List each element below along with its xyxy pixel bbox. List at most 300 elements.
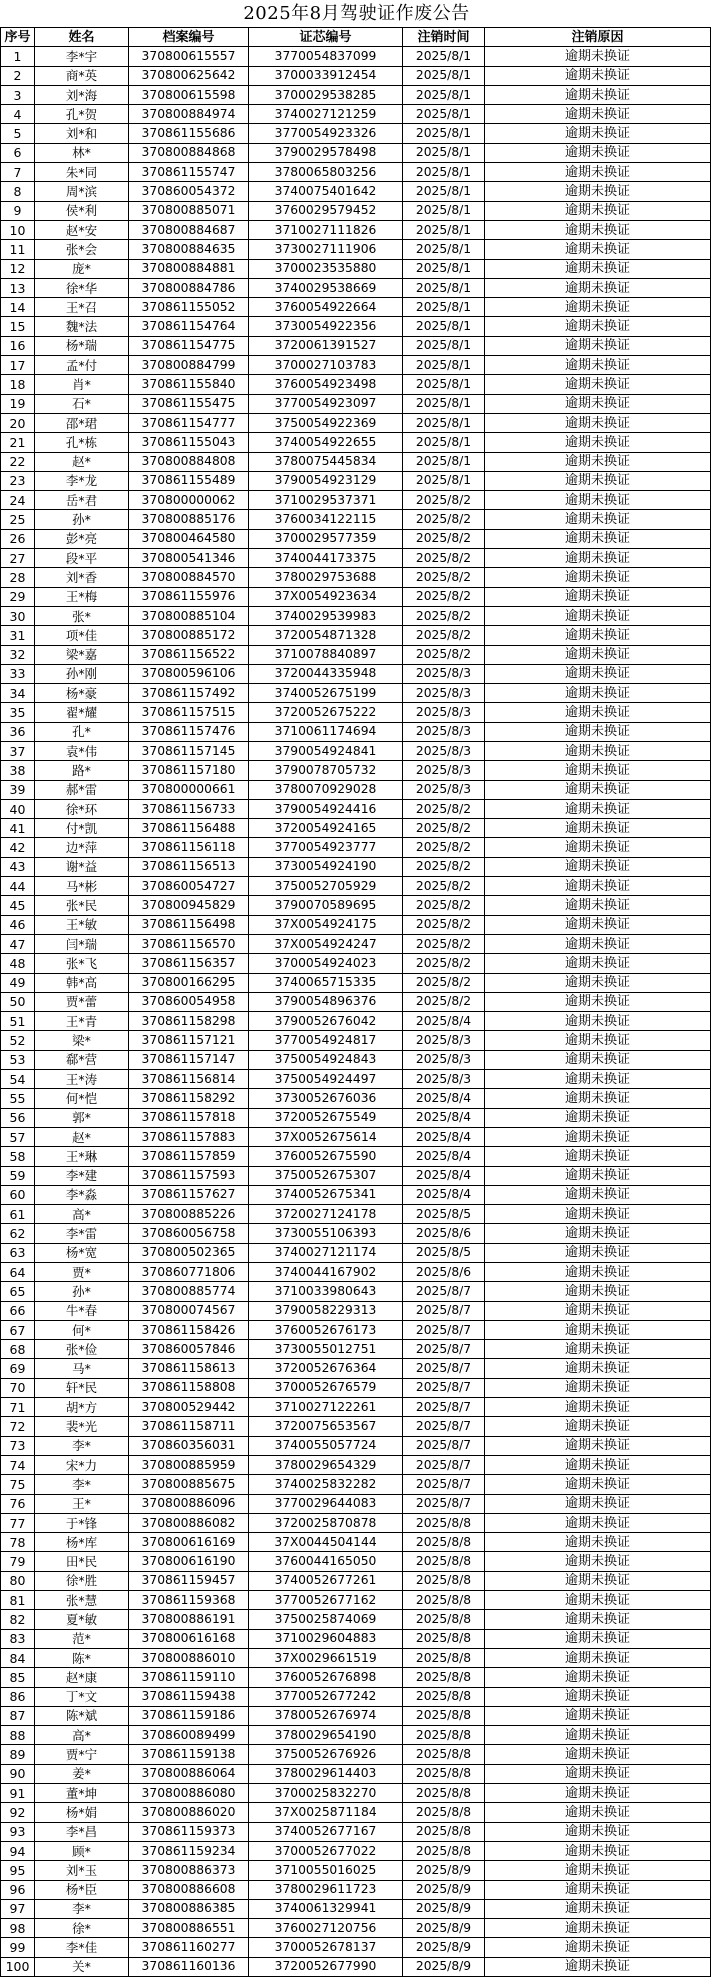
cell-cancel-reason: 逾期未换证 [485,1764,711,1783]
cell-name: 梁*嘉 [35,645,129,664]
cell-cancel-reason: 逾期未换证 [485,1166,711,1185]
cell-file-number: 370800886082 [129,1513,249,1532]
cancellation-table [0,27,711,1977]
cell-cancel-date: 2025/8/2 [403,838,485,857]
cell-file-number: 370800886373 [129,1861,249,1880]
cell-index: 88 [1,1726,35,1745]
cell-cancel-reason: 逾期未换证 [485,220,711,239]
cell-index: 40 [1,799,35,818]
cell-cancel-date: 2025/8/2 [403,877,485,896]
cell-cancel-date: 2025/8/8 [403,1841,485,1860]
table-row [1,1764,711,1783]
cell-cancel-date: 2025/8/1 [403,85,485,104]
cell-cancel-date: 2025/8/7 [403,1398,485,1417]
cell-index: 96 [1,1880,35,1899]
cell-file-number: 370861157818 [129,1108,249,1127]
cell-chip-number: 3740029538669 [249,278,403,297]
cell-file-number: 370861154764 [129,317,249,336]
cell-cancel-reason: 逾期未换证 [485,934,711,953]
cell-cancel-date: 2025/8/1 [403,471,485,490]
cell-cancel-reason: 逾期未换证 [485,85,711,104]
cell-name: 郝*雷 [35,780,129,799]
cell-name: 孟*付 [35,356,129,375]
table-row [1,1726,711,1745]
cell-name: 翟*耀 [35,703,129,722]
cell-cancel-date: 2025/8/7 [403,1340,485,1359]
cell-index: 6 [1,143,35,162]
cell-cancel-reason: 逾期未换证 [485,1687,711,1706]
cell-index: 8 [1,182,35,201]
cell-chip-number: 37X0025871184 [249,1803,403,1822]
cell-chip-number: 3720025870878 [249,1513,403,1532]
cell-index: 12 [1,259,35,278]
cell-index: 1 [1,47,35,66]
cell-cancel-reason: 逾期未换证 [485,1533,711,1552]
cell-cancel-reason: 逾期未换证 [485,1648,711,1667]
cell-index: 65 [1,1282,35,1301]
table-row [1,1880,711,1899]
cell-index: 25 [1,510,35,529]
cell-file-number: 370800529442 [129,1398,249,1417]
cell-index: 50 [1,992,35,1011]
cell-chip-number: 3780070929028 [249,780,403,799]
cell-index: 46 [1,915,35,934]
cell-name: 张* [35,606,129,625]
cell-name: 李* [35,1475,129,1494]
cell-file-number: 370861155043 [129,433,249,452]
table-row [1,124,711,143]
cell-index: 89 [1,1745,35,1764]
table-row [1,491,711,510]
cell-chip-number: 3780029753688 [249,568,403,587]
cell-cancel-reason: 逾期未换证 [485,703,711,722]
cell-chip-number: 3750052705929 [249,877,403,896]
cell-index: 55 [1,1089,35,1108]
cell-name: 赵* [35,452,129,471]
cell-chip-number: 3750054924843 [249,1050,403,1069]
table-row [1,471,711,490]
cell-cancel-reason: 逾期未换证 [485,1899,711,1918]
cell-name: 徐*华 [35,278,129,297]
table-row [1,1436,711,1455]
cell-chip-number: 3700025832270 [249,1784,403,1803]
cell-chip-number: 3770054924817 [249,1031,403,1050]
table-row [1,85,711,104]
cell-index: 98 [1,1919,35,1938]
table-row [1,1861,711,1880]
cell-chip-number: 3760054922664 [249,298,403,317]
cell-cancel-date: 2025/8/8 [403,1610,485,1629]
cell-cancel-reason: 逾期未换证 [485,606,711,625]
cell-cancel-reason: 逾期未换证 [485,780,711,799]
cell-name: 石* [35,394,129,413]
cell-file-number: 370861157515 [129,703,249,722]
cell-index: 2 [1,66,35,85]
table-row [1,220,711,239]
cell-chip-number: 3730027111906 [249,240,403,259]
cell-chip-number: 3760052676173 [249,1320,403,1339]
cell-chip-number: 3740054922655 [249,433,403,452]
cell-cancel-reason: 逾期未换证 [485,413,711,432]
cell-name: 于*锋 [35,1513,129,1532]
cell-name: 李* [35,1436,129,1455]
cell-index: 67 [1,1320,35,1339]
cell-cancel-reason: 逾期未换证 [485,1745,711,1764]
cell-chip-number: 3740075401642 [249,182,403,201]
cell-index: 78 [1,1533,35,1552]
cell-cancel-reason: 逾期未换证 [485,1861,711,1880]
table-row [1,1320,711,1339]
cell-index: 41 [1,819,35,838]
cell-cancel-date: 2025/8/2 [403,896,485,915]
cell-cancel-date: 2025/8/2 [403,606,485,625]
cell-cancel-date: 2025/8/4 [403,1185,485,1204]
table-row [1,356,711,375]
table-row [1,1455,711,1474]
cell-chip-number: 3740052675199 [249,684,403,703]
cell-name: 林* [35,143,129,162]
table-row [1,413,711,432]
table-row [1,1205,711,1224]
cell-chip-number: 3720054871328 [249,626,403,645]
table-row [1,1648,711,1667]
cell-index: 4 [1,105,35,124]
cell-file-number: 370800885675 [129,1475,249,1494]
cell-cancel-reason: 逾期未换证 [485,973,711,992]
cell-name: 胡*方 [35,1398,129,1417]
table-row [1,1398,711,1417]
cell-cancel-reason: 逾期未换证 [485,1706,711,1725]
table-row [1,394,711,413]
cell-cancel-reason: 逾期未换证 [485,1610,711,1629]
cell-chip-number: 3790054924416 [249,799,403,818]
cell-file-number: 370861157627 [129,1185,249,1204]
table-row [1,1417,711,1436]
cell-file-number: 370800885176 [129,510,249,529]
cell-chip-number: 3750054922369 [249,413,403,432]
cell-chip-number: 3760052676898 [249,1668,403,1687]
cell-index: 49 [1,973,35,992]
cell-index: 20 [1,413,35,432]
cell-cancel-date: 2025/8/1 [403,298,485,317]
cell-cancel-date: 2025/8/4 [403,1089,485,1108]
cell-chip-number: 3710027111826 [249,220,403,239]
cell-index: 75 [1,1475,35,1494]
cell-cancel-date: 2025/8/1 [403,47,485,66]
cell-cancel-reason: 逾期未换证 [485,510,711,529]
cell-chip-number: 3790070589695 [249,896,403,915]
cell-cancel-date: 2025/8/6 [403,1224,485,1243]
cell-file-number: 370800885104 [129,606,249,625]
cell-index: 47 [1,934,35,953]
cell-name: 周*滨 [35,182,129,201]
cell-index: 30 [1,606,35,625]
cell-cancel-date: 2025/8/7 [403,1417,485,1436]
table-row [1,819,711,838]
cell-index: 19 [1,394,35,413]
cell-cancel-reason: 逾期未换证 [485,587,711,606]
cell-file-number: 370861159457 [129,1571,249,1590]
cell-cancel-reason: 逾期未换证 [485,1591,711,1610]
table-row [1,1185,711,1204]
cell-index: 73 [1,1436,35,1455]
cell-file-number: 370800596106 [129,664,249,683]
cell-index: 90 [1,1764,35,1783]
cell-file-number: 370861157593 [129,1166,249,1185]
cell-chip-number: 37X0054923634 [249,587,403,606]
cell-chip-number: 37X0052675614 [249,1127,403,1146]
table-row [1,1668,711,1687]
cell-cancel-date: 2025/8/8 [403,1803,485,1822]
cell-cancel-date: 2025/8/7 [403,1475,485,1494]
cell-index: 14 [1,298,35,317]
cell-chip-number: 3780065803256 [249,163,403,182]
cell-index: 53 [1,1050,35,1069]
cell-name: 徐*环 [35,799,129,818]
cell-chip-number: 3780029654329 [249,1455,403,1474]
cell-cancel-reason: 逾期未换证 [485,1475,711,1494]
cell-cancel-date: 2025/8/7 [403,1436,485,1455]
cell-file-number: 370800886551 [129,1919,249,1938]
cell-cancel-reason: 逾期未换证 [485,143,711,162]
cell-cancel-reason: 逾期未换证 [485,278,711,297]
table-row [1,163,711,182]
cell-index: 60 [1,1185,35,1204]
cell-cancel-date: 2025/8/2 [403,587,485,606]
cell-index: 45 [1,896,35,915]
cell-file-number: 370861159373 [129,1822,249,1841]
table-row [1,1070,711,1089]
cell-chip-number: 3720052676364 [249,1359,403,1378]
cell-chip-number: 3770052677242 [249,1687,403,1706]
cell-cancel-reason: 逾期未换证 [485,240,711,259]
table-row [1,1919,711,1938]
cell-cancel-reason: 逾期未换证 [485,124,711,143]
cell-chip-number: 3770029644083 [249,1494,403,1513]
cell-name: 田*民 [35,1552,129,1571]
table-row [1,587,711,606]
cell-chip-number: 3790078705732 [249,761,403,780]
cell-index: 34 [1,684,35,703]
cell-name: 赵* [35,1127,129,1146]
cell-name: 孙* [35,1282,129,1301]
cell-cancel-reason: 逾期未换证 [485,1398,711,1417]
cell-cancel-reason: 逾期未换证 [485,645,711,664]
cell-cancel-date: 2025/8/1 [403,394,485,413]
cell-cancel-reason: 逾期未换证 [485,896,711,915]
cell-chip-number: 3740044173375 [249,549,403,568]
cell-index: 86 [1,1687,35,1706]
table-row [1,1224,711,1243]
cell-name: 边*萍 [35,838,129,857]
table-row [1,1957,711,1976]
cell-file-number: 370800074567 [129,1301,249,1320]
cell-name: 项*佳 [35,626,129,645]
cell-file-number: 370800884635 [129,240,249,259]
cell-file-number: 370861157476 [129,722,249,741]
table-row [1,934,711,953]
cell-chip-number: 3700052677022 [249,1841,403,1860]
cell-file-number: 370861156513 [129,857,249,876]
cell-name: 何*恺 [35,1089,129,1108]
cell-index: 84 [1,1648,35,1667]
table-row [1,1841,711,1860]
table-row [1,1089,711,1108]
cell-cancel-reason: 逾期未换证 [485,1803,711,1822]
cell-cancel-reason: 逾期未换证 [485,452,711,471]
cell-cancel-date: 2025/8/9 [403,1919,485,1938]
table-row [1,1301,711,1320]
cell-cancel-date: 2025/8/3 [403,741,485,760]
cell-cancel-reason: 逾期未换证 [485,433,711,452]
cell-index: 76 [1,1494,35,1513]
table-row [1,143,711,162]
cell-chip-number: 3780029614403 [249,1764,403,1783]
cell-cancel-reason: 逾期未换证 [485,1050,711,1069]
cell-file-number: 370861156357 [129,954,249,973]
cell-index: 21 [1,433,35,452]
cell-name: 闫*瑞 [35,934,129,953]
cell-chip-number: 3710078840897 [249,645,403,664]
table-row [1,336,711,355]
cell-index: 58 [1,1147,35,1166]
cell-cancel-date: 2025/8/8 [403,1726,485,1745]
cell-name: 段*平 [35,549,129,568]
cell-name: 刘*香 [35,568,129,587]
cell-chip-number: 3700033912454 [249,66,403,85]
cell-name: 王*涛 [35,1070,129,1089]
table-row [1,201,711,220]
cell-index: 7 [1,163,35,182]
cell-chip-number: 3700052678137 [249,1938,403,1957]
cell-index: 97 [1,1899,35,1918]
cell-index: 27 [1,549,35,568]
cell-cancel-date: 2025/8/2 [403,568,485,587]
cell-cancel-reason: 逾期未换证 [485,375,711,394]
table-row [1,645,711,664]
cell-file-number: 370800884786 [129,278,249,297]
cell-cancel-date: 2025/8/3 [403,664,485,683]
cell-index: 29 [1,587,35,606]
cell-file-number: 370800884799 [129,356,249,375]
table-row [1,259,711,278]
cell-cancel-reason: 逾期未换证 [485,1127,711,1146]
header-chip-number: 证芯编号 [249,28,403,47]
cell-file-number: 370800884687 [129,220,249,239]
cell-cancel-reason: 逾期未换证 [485,915,711,934]
cell-index: 92 [1,1803,35,1822]
cell-file-number: 370800885959 [129,1455,249,1474]
cell-name: 孙* [35,510,129,529]
cell-cancel-date: 2025/8/1 [403,240,485,259]
cell-cancel-reason: 逾期未换证 [485,1436,711,1455]
table-row [1,1591,711,1610]
cell-chip-number: 3740025832282 [249,1475,403,1494]
cell-file-number: 370800884881 [129,259,249,278]
table-row [1,452,711,471]
cell-file-number: 370861155686 [129,124,249,143]
table-row [1,1610,711,1629]
table-row [1,741,711,760]
cell-cancel-date: 2025/8/2 [403,857,485,876]
cell-chip-number: 3720052677990 [249,1957,403,1976]
table-row [1,568,711,587]
cell-name: 贾* [35,1263,129,1282]
cell-cancel-date: 2025/8/8 [403,1648,485,1667]
header-file-number: 档案编号 [129,28,249,47]
cell-name: 彭*亮 [35,529,129,548]
cell-name: 刘*和 [35,124,129,143]
cell-cancel-date: 2025/8/3 [403,780,485,799]
cell-name: 王*召 [35,298,129,317]
cell-chip-number: 3730054922356 [249,317,403,336]
cell-chip-number: 3750052675307 [249,1166,403,1185]
cell-index: 93 [1,1822,35,1841]
cell-chip-number: 3740052675341 [249,1185,403,1204]
table-row [1,1784,711,1803]
cell-index: 69 [1,1359,35,1378]
table-row [1,1050,711,1069]
cell-index: 44 [1,877,35,896]
cell-cancel-reason: 逾期未换证 [485,1089,711,1108]
cell-name: 姜* [35,1764,129,1783]
cell-name: 梁* [35,1031,129,1050]
cell-name: 孔*贺 [35,105,129,124]
cell-cancel-reason: 逾期未换证 [485,491,711,510]
cell-file-number: 370861158613 [129,1359,249,1378]
table-body [1,47,711,1977]
cell-name: 赵*安 [35,220,129,239]
table-row [1,1552,711,1571]
cell-chip-number: 3770054923777 [249,838,403,857]
cell-cancel-reason: 逾期未换证 [485,1417,711,1436]
cell-name: 杨*臣 [35,1880,129,1899]
cell-file-number: 370861160136 [129,1957,249,1976]
cell-index: 70 [1,1378,35,1397]
cell-file-number: 370861159138 [129,1745,249,1764]
cell-index: 9 [1,201,35,220]
cell-cancel-date: 2025/8/2 [403,626,485,645]
cell-cancel-date: 2025/8/1 [403,317,485,336]
cell-index: 91 [1,1784,35,1803]
cell-chip-number: 3750052676926 [249,1745,403,1764]
table-row [1,433,711,452]
cell-index: 68 [1,1340,35,1359]
cell-file-number: 370861155475 [129,394,249,413]
cell-file-number: 370861155052 [129,298,249,317]
table-row [1,1803,711,1822]
cell-file-number: 370861159110 [129,1668,249,1687]
cell-name: 庞* [35,259,129,278]
cell-name: 刘*玉 [35,1861,129,1880]
cell-chip-number: 3740052677167 [249,1822,403,1841]
cell-index: 39 [1,780,35,799]
cell-name: 顾* [35,1841,129,1860]
cell-name: 王*青 [35,1012,129,1031]
cell-file-number: 370861155489 [129,471,249,490]
cell-cancel-date: 2025/8/4 [403,1166,485,1185]
cell-index: 37 [1,741,35,760]
cell-index: 80 [1,1571,35,1590]
cell-cancel-reason: 逾期未换证 [485,356,711,375]
cell-index: 57 [1,1127,35,1146]
cell-file-number: 370800886080 [129,1784,249,1803]
cell-name: 牛*春 [35,1301,129,1320]
cell-chip-number: 3760034122115 [249,510,403,529]
cell-name: 袁*伟 [35,741,129,760]
cell-chip-number: 3720052675549 [249,1108,403,1127]
cell-cancel-reason: 逾期未换证 [485,1108,711,1127]
